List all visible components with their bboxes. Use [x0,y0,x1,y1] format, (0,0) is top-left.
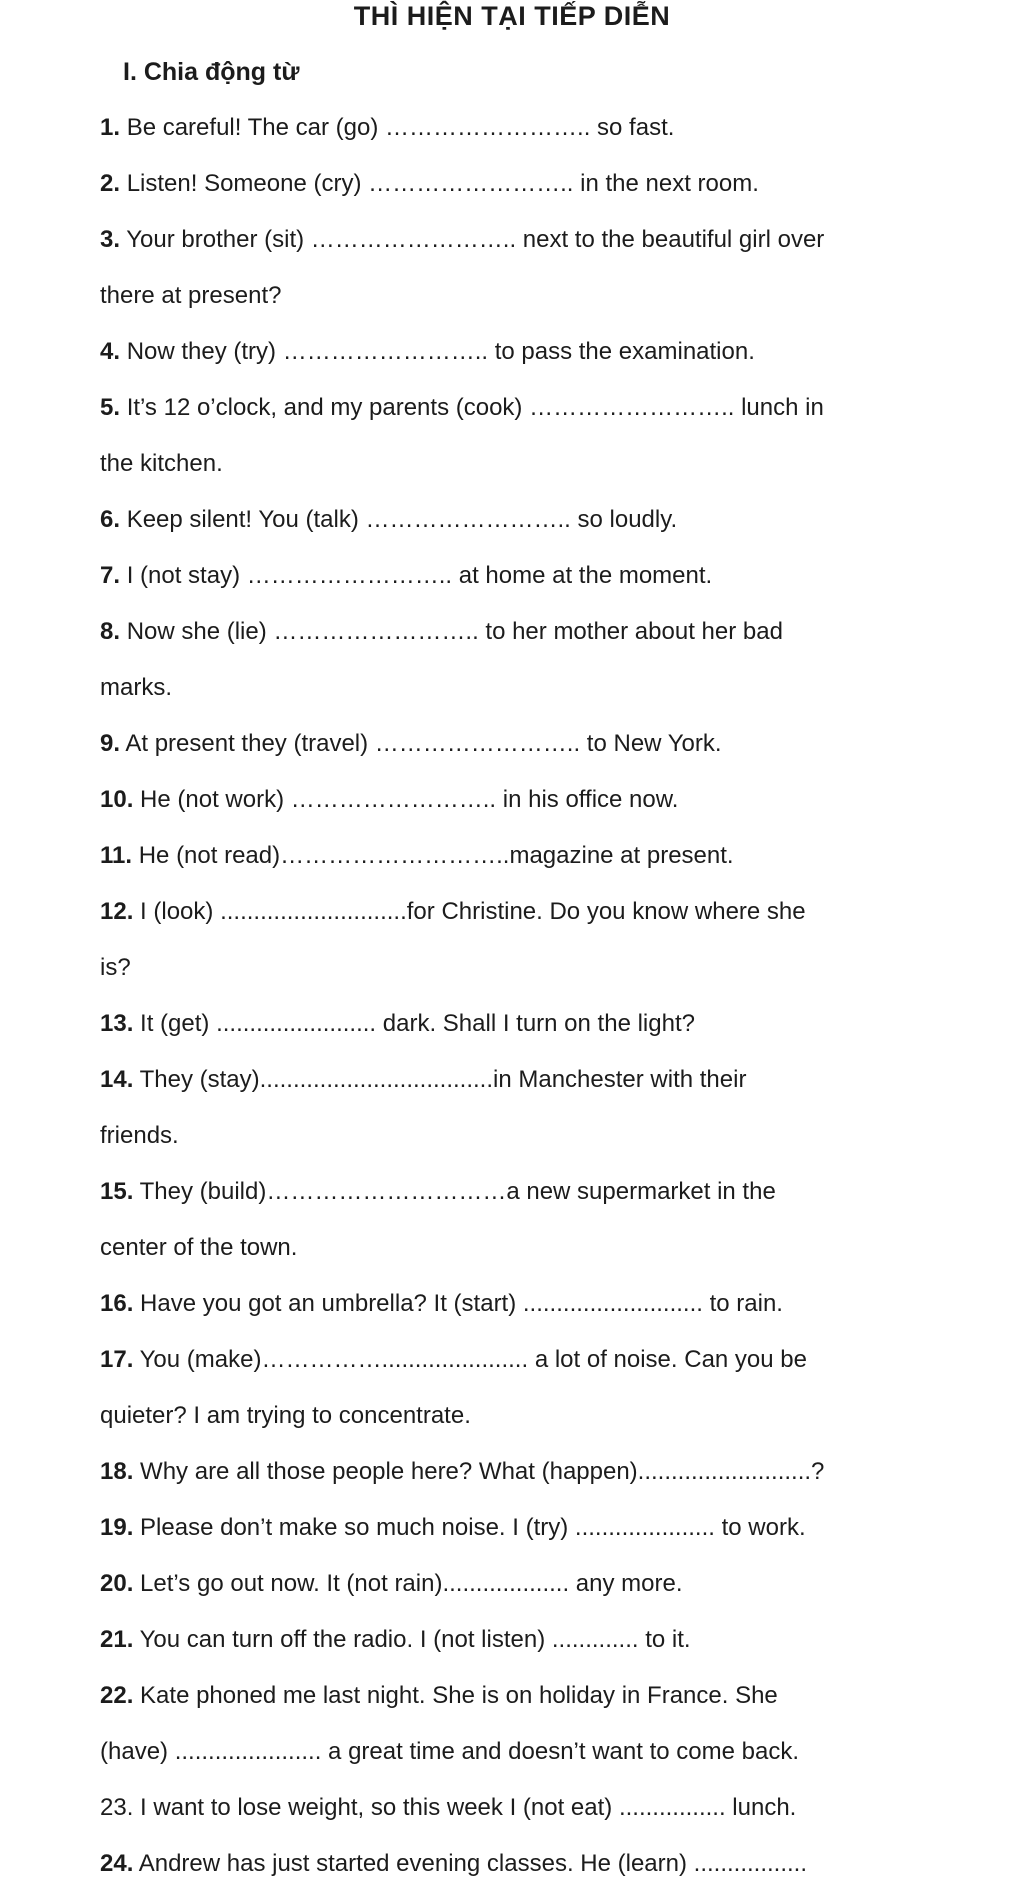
item-text: You can turn off the radio. I (not listen) ............. to it. [139,1626,691,1653]
item-text: At present they (travel) …………………….. to New York. [125,730,722,757]
item-text: They (build)…………………………a new supermarket in the [139,1178,776,1205]
item-text: He (not read)………………………..magazine at present. [138,842,734,869]
exercise-item-14 [0,1052,1024,1108]
exercise-item-12 [0,884,1024,940]
item-text: Kate phoned me last night. She is on holiday in France. She [140,1682,778,1709]
exercise-list [0,100,1024,1892]
exercise-item-22 [0,1668,1024,1724]
item-text: Have you got an umbrella? It (start) ........................... to rain. [140,1290,783,1317]
item-number: 22. [100,1682,134,1709]
exercise-item-17-continuation: quieter? I am trying to concentrate. [100,1402,471,1429]
exercise-item-24 [0,1836,1024,1892]
item-number: 17. [100,1346,134,1373]
exercise-item-15 [0,1164,1024,1220]
item-text: Listen! Someone (cry) …………………….. in the next room. [126,170,759,197]
item-number: 24. [100,1850,134,1877]
item-text: He (not work) …………………….. in his office now. [140,786,679,813]
item-number: 19. [100,1514,134,1541]
exercise-item-3 [0,212,1024,268]
item-number: 7. [100,562,121,589]
item-number: 8. [100,618,121,645]
item-text: I (look) ............................for Christine. Do you know where she [140,898,806,925]
exercise-item-7 [0,548,1024,604]
item-number: 5. [100,394,121,421]
item-text: Now she (lie) …………………….. to her mother about her bad [126,618,783,645]
exercise-item-8-continuation: marks. [100,674,172,701]
item-number: 9. [100,730,121,757]
exercise-item-10 [0,772,1024,828]
exercise-item-3-continuation: there at present? [100,282,282,309]
exercise-item-14-continuation: friends. [100,1122,179,1149]
exercise-item-5-continuation: the kitchen. [100,450,223,477]
exercise-item-23 [0,1780,1024,1836]
exercise-item-13 [0,996,1024,1052]
item-text: Andrew has just started evening classes. He (learn) ................. [138,1850,808,1877]
page-title: THÌ HIỆN TẠI TIẾP DIỄN [353,1,671,31]
item-number: 23. [100,1794,134,1821]
exercise-item-17 [0,1332,1024,1388]
item-text: It (get) ........................ dark. Shall I turn on the light? [140,1010,695,1037]
item-text: Keep silent! You (talk) …………………….. so loudly. [126,506,678,533]
item-number: 4. [100,338,121,365]
item-number: 1. [100,114,121,141]
item-text: Now they (try) …………………….. to pass the examination. [126,338,755,365]
item-text: Why are all those people here? What (happen)..........................? [140,1458,825,1485]
section-heading: I. Chia động từ [123,58,300,86]
exercise-item-9 [0,716,1024,772]
item-number: 6. [100,506,121,533]
item-number: 11. [100,842,133,869]
exercise-item-1 [0,100,1024,156]
item-number: 2. [100,170,121,197]
item-number: 12. [100,898,134,925]
exercise-item-11 [0,828,1024,884]
item-number: 21. [100,1626,134,1653]
exercise-item-16 [0,1276,1024,1332]
item-text: Please don’t make so much noise. I (try) ..................... to work. [140,1514,806,1541]
exercise-item-4 [0,324,1024,380]
exercise-item-5 [0,380,1024,436]
exercise-item-8 [0,604,1024,660]
exercise-item-19 [0,1500,1024,1556]
item-number: 14. [100,1066,134,1093]
item-number: 13. [100,1010,134,1037]
item-number: 10. [100,786,134,813]
item-text: Your brother (sit) …………………….. next to the beautiful girl over [126,226,825,253]
exercise-item-22-continuation: (have) ...................... a great time and doesn’t want to come back. [100,1738,799,1765]
item-text: You (make)……………...................... a lot of noise. Can you be [139,1346,807,1373]
exercise-item-21 [0,1612,1024,1668]
item-number: 18. [100,1458,134,1485]
item-number: 3. [100,226,121,253]
exercise-item-12-continuation: is? [100,954,131,981]
exercise-item-2 [0,156,1024,212]
item-text: They (stay)...................................in Manchester with their [139,1066,747,1093]
exercise-item-6 [0,492,1024,548]
item-number: 20. [100,1570,134,1597]
exercise-item-20 [0,1556,1024,1612]
item-number: 16. [100,1290,134,1317]
item-number: 15. [100,1178,134,1205]
item-text: It’s 12 o’clock, and my parents (cook) …………………….. lunch in [126,394,824,421]
exercise-item-15-continuation: center of the town. [100,1234,298,1261]
item-text: I want to lose weight, so this week I (not eat) ................ lunch. [140,1794,797,1821]
exercise-item-18 [0,1444,1024,1500]
item-text: I (not stay) …………………….. at home at the moment. [126,562,713,589]
item-text: Let’s go out now. It (not rain)................... any more. [140,1570,683,1597]
item-text: Be careful! The car (go) …………………….. so fast. [126,114,675,141]
